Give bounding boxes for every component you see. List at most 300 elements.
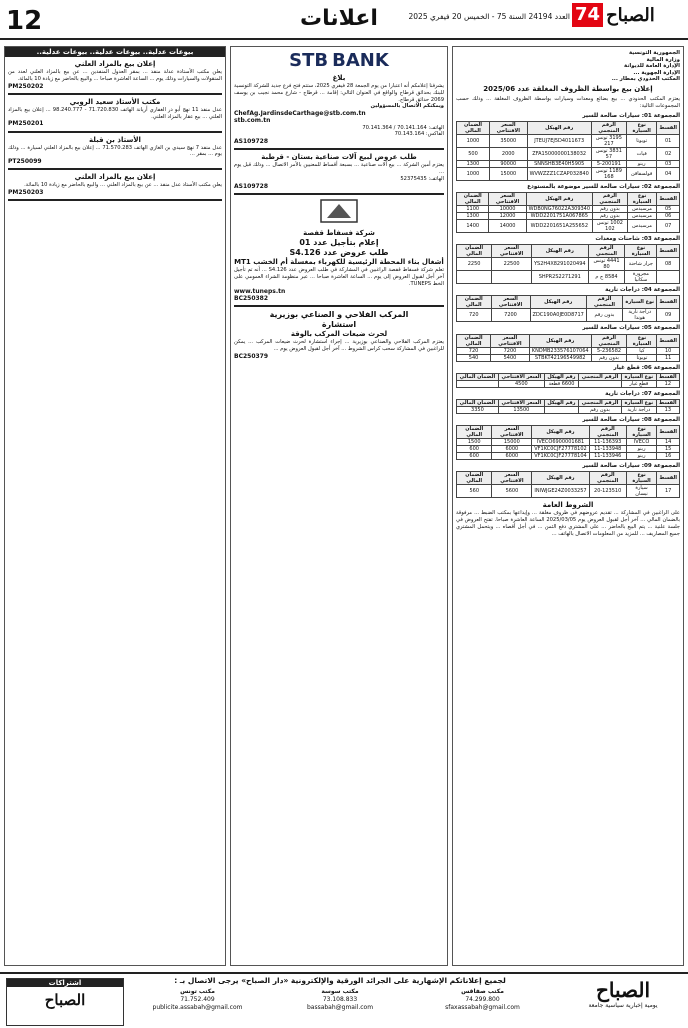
authority-line: وزارة المالية <box>646 56 680 63</box>
auction-item <box>8 98 222 133</box>
lot-cell: 08 <box>657 258 680 271</box>
sale-title: طلب عروض لبيع آلات صناعية بستان - قرطبة <box>261 153 417 162</box>
stb-contact-label: ويمكنكم الاتصال بالمسؤولين <box>370 103 444 110</box>
lot-header-cell: الضمان المالي <box>457 472 492 485</box>
newspaper-logo <box>572 2 682 28</box>
lot-cell: 04 <box>657 167 680 180</box>
lot-header-cell: نوع السيارة <box>623 296 657 309</box>
lot-header-cell: السعر الافتتاحي <box>498 373 544 380</box>
lot-cell: 16 <box>657 453 680 460</box>
lot-cell: 35000 <box>489 134 527 147</box>
lot-cell: بدون رقم <box>586 309 622 322</box>
cpg-text: تعلم شركة فسفاط قفصة الراغبين في المشاركة في طلب العروض عدد S4.126 ... أنه تم تأجيل آخر أجل لقبول العروض إلى يوم ... الساعة العاشرة صباحا ... عبر منظومة الشراء العمومي على الخط TUNEPS. <box>234 267 444 287</box>
lot-cell: 4441 تونس 80 <box>588 258 625 271</box>
lot-row <box>457 160 680 167</box>
lot-cell: 5-236582 <box>591 347 627 354</box>
auction-item <box>8 136 222 171</box>
lot-row <box>457 347 680 354</box>
agri-code: BC250379 <box>234 352 269 360</box>
lot-cell <box>492 271 532 284</box>
lot-cell: 1000 <box>457 134 490 147</box>
lot-cell: بدون رقم <box>591 354 627 361</box>
lot-cell: فيات <box>626 147 656 160</box>
lot-cell: INIWJGE24Z0033257 <box>532 485 589 498</box>
lot-cell: 1100 <box>457 205 489 212</box>
lot-header-cell: الرقم المنجمي <box>579 399 622 406</box>
office-block <box>415 988 550 1012</box>
subscriptions-title: اشتراكات <box>7 979 123 987</box>
office-name: مكتب صفاقس <box>461 988 504 995</box>
lot-header-cell: الرقم المنجمي <box>593 192 628 205</box>
lot-cell: دراجة نارية هوندا <box>623 309 657 322</box>
lot-cell: رينو <box>626 160 656 167</box>
lot-cell: بدون رقم <box>579 406 622 413</box>
lot-header-cell: نوع السيارة <box>622 399 657 406</box>
lot-group-title: المجموعة 05: سيارات صالحة للسير <box>582 325 680 332</box>
lot-header-cell: الضمان المالي <box>457 121 490 134</box>
stb-text: يشرفنا إعلامكم أنه اعتبارا من يوم الجمعة 28 فيفري 2025، ستتم فتح فرع جديد للشركة التونسية للبنك بحدائق قرطاج والواقع في العنوان التالي: إقامة ... قرطاج - شارع محمد نجيب بن يوسف 2069 حدائق قرطاج. <box>234 83 444 103</box>
lot-cell: 11 <box>657 354 680 361</box>
lot-header-cell: السعر الافتتاحي <box>492 426 532 439</box>
lot-cell: 1300 <box>457 212 489 219</box>
lot-header-cell: نوع السيارة <box>626 121 656 134</box>
cpg-title: شركة فسفاط قفصة <box>303 229 375 238</box>
lot-header-cell: القسط <box>657 192 680 205</box>
lot-header-cell: نوع السيارة <box>625 245 657 258</box>
lot-cell: بدون رقم <box>593 205 628 212</box>
office-email[interactable]: bassabah@gmail.com <box>306 1004 374 1011</box>
page-footer <box>0 972 688 1028</box>
lot-table <box>456 425 680 460</box>
lot-header-cell: الرقم المنجمي <box>588 245 625 258</box>
left-column <box>4 46 226 966</box>
footer-brand-name: الصباح <box>595 978 651 1002</box>
auctions-banner: بيوعات عدلية.. بيوعات عدلية.. بيوعات عدلية.. <box>5 47 225 57</box>
lot-cell: 11-133948 <box>589 446 626 453</box>
lot-header-cell: الرقم المنجمي <box>589 472 626 485</box>
lot-cell: رينو <box>626 446 657 453</box>
lot-header-cell: القسط <box>657 121 680 134</box>
divider <box>8 93 222 95</box>
lot-header-cell: السعر الافتتاحي <box>492 245 532 258</box>
lot-header-cell: رقم الهيكل <box>544 399 578 406</box>
auction-code: PM250201 <box>8 120 44 128</box>
lot-group-title: المجموعة 01: سيارات صالحة للسير <box>582 112 680 119</box>
lot-header-cell: الضمان المالي <box>457 296 492 309</box>
lot-table <box>456 192 680 233</box>
lot-cell: 15000 <box>492 439 532 446</box>
subscriptions-brand: الصباح <box>44 991 86 1009</box>
lot-table-header <box>457 399 680 406</box>
auction-item <box>8 173 222 201</box>
lot-header-cell: نوع السيارة <box>626 472 657 485</box>
lot-cell: 02 <box>657 147 680 160</box>
lot-row <box>457 446 680 453</box>
office-name: مكتب سوسة <box>321 988 359 995</box>
lot-header-cell: القسط <box>656 399 679 406</box>
lot-header-cell: رقم الهيكل <box>527 121 591 134</box>
lot-header-cell: الضمان المالي <box>457 245 492 258</box>
lot-cell: KNDMB233576107064 <box>529 347 591 354</box>
lot-cell: 6000 <box>492 446 532 453</box>
lot-cell: 09 <box>657 309 680 322</box>
lot-group-title: المجموعة 08: سيارات صالحة للسير <box>582 416 680 423</box>
lot-header-cell: السعر الافتتاحي <box>489 192 526 205</box>
lot-header-cell: السعر الافتتاحي <box>491 334 530 347</box>
lot-cell: 8584 ج م <box>588 271 625 284</box>
lot-cell: مرسيدس <box>627 219 657 232</box>
sale-text: يعتزم أمين الشركة ... بيع آلات صناعية ... بسبعة أقساط للمعنيين بالأمر الاتصال ... وذلك قبل يوم ... <box>234 162 444 176</box>
authority-line: الإدارة العامة للديوانة <box>624 63 680 70</box>
lot-table <box>456 399 680 414</box>
lot-cell: 10000 <box>489 205 526 212</box>
lot-header-cell: الرقم المنجمي <box>589 426 626 439</box>
lot-cell: JTEUJ7EJ5D4011673 <box>527 134 591 147</box>
agri-text: يعتزم المركب الفلاحي والصناعي بوزيرية ... إجراء استشارة لحرث ضيعات المركب ... يمكن للراغبين في المشاركة سحب كراس الشروط ... آخر أجل لقبول العروض يوم ... <box>234 338 444 352</box>
office-block <box>273 988 408 1012</box>
lot-cell: 2250 <box>457 258 492 271</box>
lot-cell: جرار شاحنة <box>625 258 657 271</box>
cpg-subtitle-1: إعلام بتأجيل عدد 01 <box>299 238 379 248</box>
subscriptions-box <box>6 978 124 1026</box>
lot-cell: 11-136393 <box>589 439 626 446</box>
lot-cell <box>579 380 622 387</box>
office-phone: 73.108.833 <box>322 996 358 1003</box>
lot-cell: ZFA15000000138032 <box>527 147 591 160</box>
lot-row <box>457 309 680 322</box>
lot-row <box>457 212 680 219</box>
lot-cell: WDD2201751A067865 <box>526 212 592 219</box>
lot-header-cell: نوع السيارة <box>622 373 657 380</box>
lot-cell: تويوتا <box>626 134 656 147</box>
lot-cell: 06 <box>657 212 680 219</box>
issue-info: العدد 24194 السنة 75 - الخميس 20 فيفري 2025 <box>408 12 570 21</box>
lot-header-cell: الضمان المالي <box>457 192 489 205</box>
office-phone: 71.752.409 <box>180 996 215 1003</box>
auction-title: إعلان بيع بالمزاد العلني <box>74 173 156 182</box>
lot-header-cell: القسط <box>657 334 680 347</box>
lot-table-header <box>457 192 680 205</box>
divider <box>234 193 444 195</box>
lot-header-cell: القسط <box>657 472 680 485</box>
lot-header-cell: الضمان المالي <box>457 399 499 406</box>
customs-title: إعلان بيع بواسطة الظروف المغلقة عدد 2025/06 <box>483 84 653 93</box>
lot-cell: 13500 <box>498 406 544 413</box>
auction-code: PM250203 <box>8 189 44 197</box>
lot-group-title: المجموعة 04: دراجات نارية <box>605 287 680 294</box>
office-email[interactable]: publicite.assabah@gmail.com <box>152 1004 243 1011</box>
lot-cell: 5600 <box>492 485 532 498</box>
lot-table <box>456 471 680 498</box>
lot-cell: دراجة نارية <box>622 406 657 413</box>
lot-cell: 7200 <box>491 309 530 322</box>
lot-cell: 20-123510 <box>589 485 626 498</box>
lot-cell: 12000 <box>489 212 526 219</box>
lot-cell: 500 <box>457 147 490 160</box>
lot-header-cell: نوع السيارة <box>627 192 657 205</box>
lot-cell: 5400 <box>491 354 530 361</box>
agri-title: المركب الفلاحي و الصناعي بوزيرية <box>269 309 409 319</box>
terms-title: الشروط العامة <box>542 501 594 510</box>
lot-row <box>457 485 680 498</box>
lot-group-title: المجموعة 09: سيارات صالحة للسير <box>582 463 680 470</box>
office-phone: 74.299.800 <box>465 996 500 1003</box>
lot-cell: YS2H4X8291020494 <box>531 258 588 271</box>
lot-header-cell: رقم الهيكل <box>531 245 588 258</box>
authority-line: الجمهورية التونسية <box>628 50 680 56</box>
lot-header-cell: رقم الهيكل <box>532 426 589 439</box>
agri-subtitle-2: لحرث ضيعات المركب بالوقة <box>290 329 388 338</box>
lot-group-title: المجموعة 07: دراجات نارية <box>605 390 680 397</box>
auction-code: PM250202 <box>8 82 44 90</box>
stb-code: AS109728 <box>234 138 269 146</box>
stb-brand-2: BANK <box>332 50 389 71</box>
lot-header-cell: السعر الافتتاحي <box>498 399 544 406</box>
lot-table <box>456 244 680 284</box>
cpg-code: BC250382 <box>234 294 269 302</box>
lot-cell: SHPR2S2271291 <box>531 271 588 284</box>
lot-table-header <box>457 334 680 347</box>
lot-row <box>457 258 680 271</box>
lot-cell: 3350 <box>457 406 499 413</box>
lot-header-cell: الرقم المنجمي <box>579 373 622 380</box>
lot-cell: 600 <box>457 453 492 460</box>
lot-table <box>456 373 680 388</box>
lot-cell: 10 <box>657 347 680 354</box>
lot-cell: IVECO6900001681 <box>532 439 589 446</box>
lot-cell: 05 <box>657 205 680 212</box>
auction-code: PT250099 <box>8 158 42 166</box>
lot-cell: تويوتا <box>627 354 657 361</box>
office-email[interactable]: sfaxassabah@gmail.com <box>445 1004 520 1011</box>
stb-logo <box>234 50 444 71</box>
stb-site[interactable]: stb.com.tn <box>234 117 271 125</box>
lot-cell: فولسفاقن <box>626 167 656 180</box>
lot-cell: WDB0NG76022A309340 <box>526 205 592 212</box>
lot-row <box>457 453 680 460</box>
lot-cell: 7200 <box>491 347 530 354</box>
lot-table-header <box>457 121 680 134</box>
lot-cell: 1300 <box>457 160 490 167</box>
lot-cell: 720 <box>457 347 491 354</box>
lot-table-header <box>457 426 680 439</box>
lot-header-cell: الرقم المنجمي <box>591 334 627 347</box>
auction-title: مكتب الأستاذ سعيد الروبي <box>69 97 161 106</box>
lot-table <box>456 334 680 362</box>
lot-cell: 5-200191 <box>591 160 626 167</box>
lot-group-title: المجموعة 06: قطع غيار <box>613 364 680 371</box>
footer-brand <box>564 978 682 1009</box>
lot-header-cell: القسط <box>656 373 679 380</box>
stb-fax: الفاكس: 70.143.164 <box>394 131 444 138</box>
lot-cell: VF1KC0CJF27778102 <box>532 446 589 453</box>
lot-cell: بدون رقم <box>593 212 628 219</box>
lot-row <box>457 271 680 284</box>
lot-cell: IVECO <box>626 439 657 446</box>
lot-header-cell: رقم الهيكل <box>530 296 586 309</box>
lot-cell: STBKT42196549982 <box>529 354 591 361</box>
lot-cell: 14 <box>657 439 680 446</box>
lot-table-header <box>457 472 680 485</box>
sale-code: AS109728 <box>234 182 269 190</box>
lot-cell: رينو <box>626 453 657 460</box>
sale-phone: الهاتف: 52375435 <box>400 175 444 182</box>
lot-cell: 15 <box>657 446 680 453</box>
stb-title: بلاغ <box>332 74 346 82</box>
page-header <box>0 0 688 40</box>
divider <box>8 168 222 170</box>
lot-row <box>457 167 680 180</box>
lot-cell: كيا <box>627 347 657 354</box>
section-title: اعلانات <box>300 6 378 31</box>
footer-offices <box>130 988 550 1012</box>
divider <box>8 199 222 201</box>
lot-cell: 07 <box>657 219 680 232</box>
agri-subtitle: استشارة <box>321 319 357 329</box>
lot-table-header <box>457 245 680 258</box>
lot-cell: 03 <box>657 160 680 167</box>
lot-row <box>457 134 680 147</box>
lot-header-cell: رقم الهيكل <box>532 472 589 485</box>
auction-text: عدل منفذ 7 نهج سيدي بن الغازي الهاتف 71.570.283 ... إعلان بيع بالمزاد العلني لسيارة ... وذلك يوم ... بمقر ... <box>8 144 222 158</box>
lot-cell: مرسيدس <box>627 205 657 212</box>
lots-list <box>456 113 680 499</box>
lot-header-cell: القسط <box>657 426 680 439</box>
lot-row <box>457 380 680 387</box>
lot-header-cell: القسط <box>657 245 680 258</box>
lot-cell <box>457 271 492 284</box>
lot-cell: 4500 <box>498 380 544 387</box>
footer-headline: لجميع إعلاناتكم الإشهارية على الجرائد الورقية والإلكترونية «دار الصباح» يرجى الاتصال بـ : <box>174 976 506 985</box>
lot-row <box>457 439 680 446</box>
lot-header-cell: القسط <box>657 296 680 309</box>
lot-cell: 600 <box>457 446 492 453</box>
auction-text: عدل منفذ 11 نهج أبو ذر الغفاري أريانة الهاتف 71.720.830 - 98.240.777 ... إعلان بيع بالمزاد العلني ... بيع عقار بالمزاد العلني. <box>8 106 223 120</box>
middle-column <box>230 46 448 966</box>
auction-text: يعلن مكتب الأستاذ عدل منفذ ... عن بيع بالمزاد العلني ... والبيع بالحاضر مع زيادة 10 بالمائة. <box>24 182 222 189</box>
lot-header-cell: رقم الهيكل <box>529 334 591 347</box>
cpg-subtitle-3: أشغال بناء المحطة الرئيسية للكهرباء بمغسلة أم الخشب MT1 <box>234 258 444 267</box>
divider <box>234 305 444 307</box>
lot-cell: VF1KC0CJF27778104 <box>532 453 589 460</box>
lot-cell <box>657 271 680 284</box>
lot-cell: قطع غيار <box>622 380 657 387</box>
lot-header-cell: الرقم المنجمي <box>586 296 622 309</box>
lot-cell: 1002 تونس 102 <box>593 219 628 232</box>
terms-text: على الراغبين في المشاركة ... تقديم عروضهم في ظروف مغلقة ... وإيداعها بمكتب الضبط ... مرفوقة بالضمان المالي ... آخر أجل لقبول العروض يوم 2025/03/05 الساعة العاشرة صباحا. تفتح العروض في جلسة علنية ... يتم البيع بالحاضر ... على المشتري دفع الثمن ... في أجل أقصاه ... ويتحمل المشتري جميع المصاريف ... للمزيد من المعلومات الاتصال بالهاتف ... <box>456 510 680 537</box>
lot-cell: 1500 <box>457 439 492 446</box>
auction-title: إعلان بيع بالمزاد العلني <box>74 60 156 68</box>
lot-header-cell: الرقم المنجمي <box>591 121 626 134</box>
lot-cell: 12 <box>656 380 679 387</box>
lot-cell: 560 <box>457 485 492 498</box>
lot-cell: 17 <box>657 485 680 498</box>
lot-header-cell: السعر الافتتاحي <box>492 472 532 485</box>
office-block <box>130 988 265 1012</box>
lot-header-cell: نوع السيارة <box>626 426 657 439</box>
lot-row <box>457 354 680 361</box>
lot-group-title: المجموعة 03: شاحنات ومعدات <box>595 235 680 242</box>
lot-row <box>457 147 680 160</box>
lot-header-cell: الضمان المالي <box>457 426 492 439</box>
stb-phone: الهاتف: 70.141.164 / 70.141.364 <box>362 124 444 131</box>
lot-row <box>457 205 680 212</box>
lot-header-cell: الضمان المالي <box>457 334 491 347</box>
auction-item <box>8 60 222 95</box>
footer-brand-sub: يومية إخبارية سياسية جامعة <box>588 1002 658 1009</box>
lot-cell: 6600 قطعة <box>544 380 578 387</box>
lot-cell: 90000 <box>489 160 527 167</box>
auction-title: الأستاذ بن قبلة <box>89 135 141 144</box>
lot-group-title: المجموعة 02: سيارات صالحة للسير موضوعة بالمستودع <box>527 183 680 190</box>
lot-cell <box>457 380 499 387</box>
authority-block <box>456 50 680 83</box>
lot-table <box>456 295 680 322</box>
authority-line: الإدارة الجهوية ... <box>633 69 680 76</box>
cpg-subtitle-2: طلب عروض عدد S4.126 <box>289 248 389 258</box>
lot-cell: 2000 <box>489 147 527 160</box>
auction-list <box>8 60 222 201</box>
lot-cell: 3195 تونس 217 <box>591 134 626 147</box>
lot-cell: مجرورة سكانيا <box>625 271 657 284</box>
lot-row <box>457 219 680 232</box>
logo-number: 74 <box>572 3 603 27</box>
lot-table-header <box>457 373 680 380</box>
divider <box>8 131 222 133</box>
lot-header-cell: رقم الهيكل <box>544 373 578 380</box>
lot-header-cell: السعر الافتتاحي <box>489 121 527 134</box>
lot-header-cell: السعر الافتتاحي <box>491 296 530 309</box>
lot-cell: 13 <box>656 406 679 413</box>
authority-line: المكتب الحدودي بمطار ... <box>611 76 680 83</box>
lot-cell: 1189 تونس 168 <box>591 167 626 180</box>
divider <box>234 148 444 150</box>
lot-cell: 01 <box>657 134 680 147</box>
lot-cell: 6000 <box>492 453 532 460</box>
cpg-logo <box>234 198 444 227</box>
auction-text: يعلن مكتب الأستاذة عدلة منفذ ... بمقر العدول المنفذين ... عن بيع بالمزاد العلني لعدد من المنقولات والسيارات وذلك يوم ... الساعة العاشرة صباحا ... والبيع بالحاضر مع زيادة 10 بالمائة. <box>8 69 222 82</box>
logo-name: الصباح <box>606 4 655 26</box>
lot-cell: 1400 <box>457 219 489 232</box>
customs-intro: يعتزم المكتب الحدودي ... بيع بضائع ومعدات وسيارات بواسطة الظروف المغلقة ... وذلك حسب المجموعات التالية: <box>456 95 680 109</box>
office-name: مكتب تونس <box>180 988 215 995</box>
lot-cell: 540 <box>457 354 491 361</box>
stb-email[interactable]: ChefAg.JardinsdeCarthage@stb.com.tn <box>234 110 366 118</box>
cpg-site[interactable]: www.tuneps.tn <box>234 287 286 295</box>
lot-header-cell: رقم الهيكل <box>526 192 592 205</box>
lot-cell <box>544 406 578 413</box>
lot-cell: ZDC190A0JE0D8717 <box>530 309 586 322</box>
lot-row <box>457 406 680 413</box>
lot-header-cell: الضمان المالي <box>457 373 499 380</box>
lot-header-cell: نوع السيارة <box>627 334 657 347</box>
lot-cell: 720 <box>457 309 492 322</box>
stb-brand: STB <box>289 50 329 71</box>
lot-cell: WDD2201651A255652 <box>526 219 592 232</box>
lot-cell: SNNSHB3E40H5905 <box>527 160 591 167</box>
lot-cell: 3831 تونس 57 <box>591 147 626 160</box>
cpg-emblem-icon <box>319 198 359 224</box>
page-number: 12 <box>6 6 43 36</box>
lot-cell: 15000 <box>489 167 527 180</box>
lot-cell: 1000 <box>457 167 490 180</box>
lot-cell: 11-133946 <box>589 453 626 460</box>
right-column <box>452 46 684 966</box>
lot-cell: WVWZZZ1CZAP032840 <box>527 167 591 180</box>
lot-table <box>456 121 680 181</box>
lot-cell: 22500 <box>492 258 532 271</box>
lot-cell: 14000 <box>489 219 526 232</box>
